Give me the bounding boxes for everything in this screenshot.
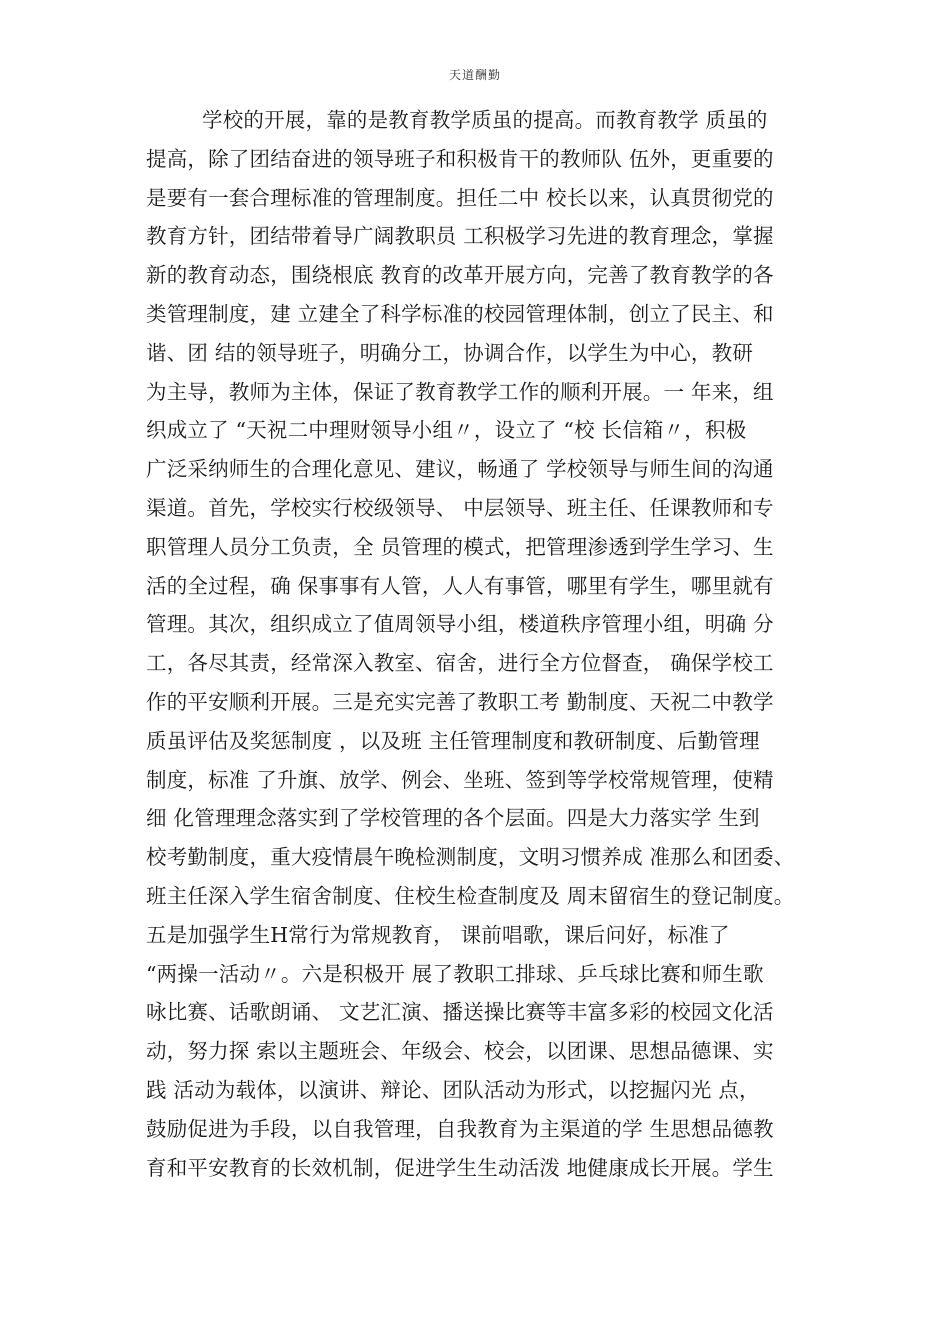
page-header: 天道酬勤 xyxy=(448,68,501,82)
text-line: 动，努力探 索以主题班会、年级会、校会，以团课、思想品德课、实 xyxy=(146,1039,774,1064)
text-line: 制度，标准 了升旗、放学、例会、坐班、签到等学校常规管理，使精 xyxy=(146,767,774,792)
text-line: 咏比赛、话歌朗诵、 文艺汇演、播送操比赛等丰富多彩的校园文化活 xyxy=(146,1000,774,1025)
text-line: 作的平安顺利开展。三是充实完善了教职工考 勤制度、天祝二中教学 xyxy=(146,690,774,714)
text-line: 五是加强学生H常行为常规教育， 课前唱歌，课后问好，标准了 xyxy=(146,922,730,947)
text-line: 管理。其次，组织成立了值周领导小组，楼道秩序管理小组，明确 分 xyxy=(146,612,774,637)
text-line: 校考勤制度，重大疫情晨午晚检测制度，文明习惯养成 准那么和团委、 xyxy=(146,845,795,870)
text-line: 类管理制度，建 立建全了科学标准的校园管理体制，创立了民主、和 xyxy=(146,302,774,326)
text-line: 为主导，教师为主体，保证了教育教学工作的顺利开展。一 年来，组 xyxy=(146,379,774,404)
text-line: 职管理人员分工负责，全 员管理的模式，把管理渗透到学生学习、生 xyxy=(146,534,774,559)
text-line: 工，各尽其责，经常深入教室、宿舍，进行全方位督查， 确保学校工 xyxy=(146,651,774,676)
text-line: 质虽评估及奖惩制度 ，以及班 主任管理制度和教研制度、后勤管理 xyxy=(146,728,760,753)
text-line: 提高，除了团结奋进的领导班子和积极肯干的教师队 伍外，更重要的 xyxy=(146,146,774,171)
text-line: 新的教育动态，围绕根底 教育的改革开展方向，完善了教育教学的各 xyxy=(146,263,774,288)
text-line: 谐、团 结的领导班子，明确分工，协调合作，以学生为中心，教研 xyxy=(146,340,754,365)
text-line: 是要有一套合理标准的管理制度。担任二中 校长以来，认真贯彻党的 xyxy=(146,185,774,210)
text-line: 织成立了 “天祝二中理财领导小组〃，设立了 “校 长信箱〃，积极 xyxy=(146,418,747,443)
text-line: 鼓励促进为手段，以自我管理，自我教育为主渠道的学 生思想品德教 xyxy=(146,1116,774,1141)
text-line: 学校的开展，靠的是教育教学质虽的提高。而教育教学 质虽的 xyxy=(202,108,768,132)
text-line: 育和平安教育的长效机制，促进学生生动活泼 地健康成长开展。学生 xyxy=(146,1155,774,1180)
text-line: 教育方针，团结带着导广阔教职员 工积极学习先进的教育理念，掌握 xyxy=(146,224,774,249)
text-line: 渠道。首先，学校实行校级领导、 中层领导、班主任、任课教师和专 xyxy=(146,496,774,520)
text-line: 活的全过程，确 保事事有人管，人人有事管，哪里有学生，哪里就有 xyxy=(146,573,774,598)
text-line: “两操一活动〃。六是积极开 展了教职工排球、乒乓球比赛和师生歌 xyxy=(146,961,764,986)
text-line: 细 化管理理念落实到了学校管理的各个层面。四是大力落实学 生到 xyxy=(146,806,760,831)
text-line: 班主任深入学生宿舍制度、住校生检查制度及 周末留宿生的登记制度。 xyxy=(146,884,795,908)
text-line: 践 活动为载体，以演讲、辩论、团队活动为形式，以挖掘闪光 点， xyxy=(146,1078,760,1102)
text-line: 广泛采纳师生的合理化意见、建议，畅通了 学校领导与师生间的沟通 xyxy=(146,457,774,482)
